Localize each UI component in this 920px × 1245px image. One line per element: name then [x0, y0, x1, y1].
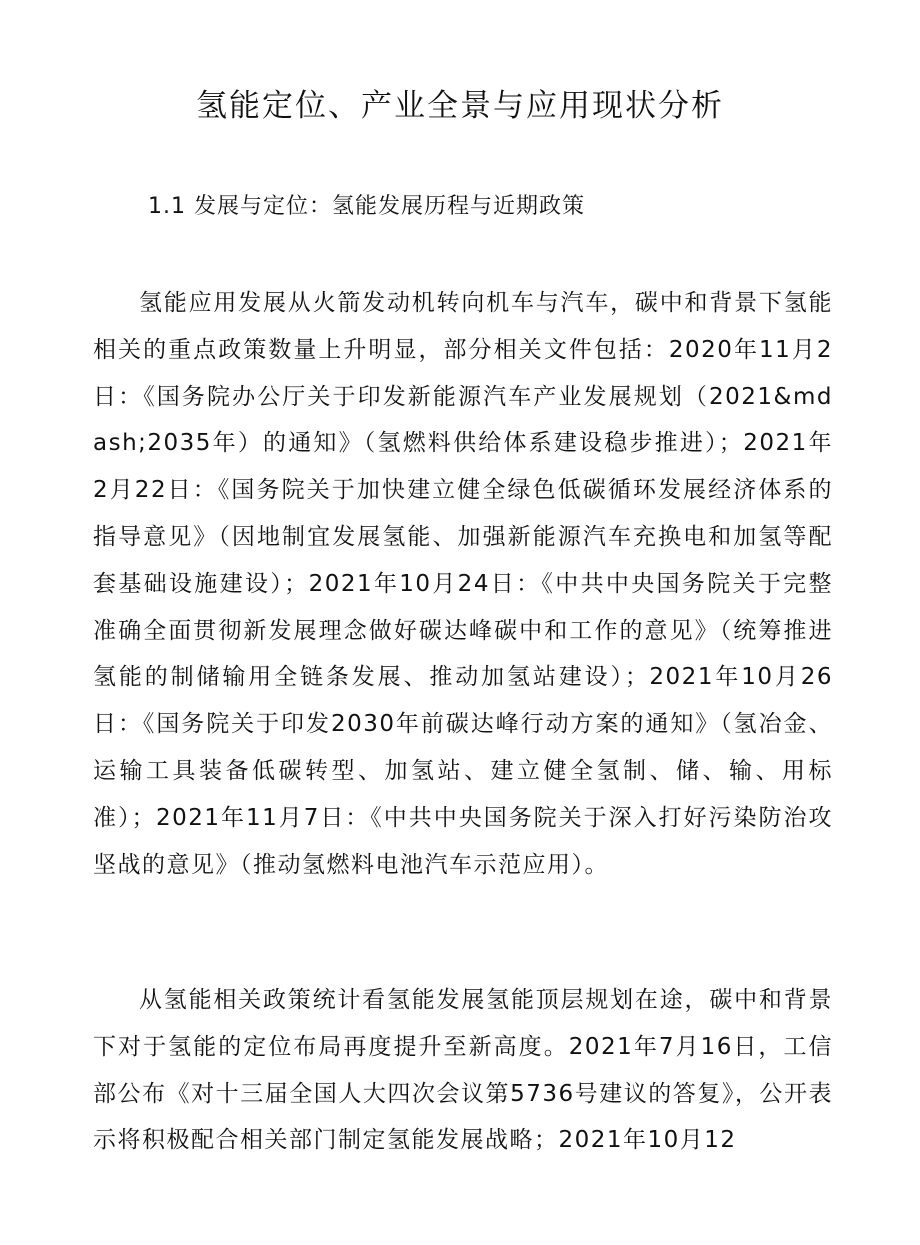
document-title: 氢能定位、产业全景与应用现状分析 — [196, 88, 724, 124]
body-paragraph-1: 氢能应用发展从火箭发动机转向机车与汽车，碳中和背景下氢能相关的重点政策数量上升明显，部分相关文件包括：2020年11月2日：《国务院办公厅关于印发新能源汽车产业发展规划（2021&mdash;2035年）的通知》（氢燃料供给体系建设稳步推进）；2021年2月22日：《国务院关于加快建立健全绿色低碳循环发展经济体系的指导意见》（因地制宜发展氢能、加强新能源汽车充换电和加氢等配套基础设施建设）；2021年10月24日：《中共中央国务院关于完整准确全面贯彻新发展理念做好碳达峰碳中和工作的意见》（统筹推进氢能的制储输用全链条发展、推动加氢站建设）；2021年10月26日：《国务院关于印发2030年前碳达峰行动方案的通知》（氢冶金、运输工具装备低碳转型、加氢站、建立健全氢制、储、输、用标准）；2021年11月7日：《中共中央国务院关于深入打好污染防治攻坚战的意见》（推动氢燃料电池汽车示范应用）。 — [93, 290, 833, 878]
section-heading: 1.1 发展与定位：氢能发展历程与近期政策 — [148, 194, 585, 219]
body-paragraph-2: 从氢能相关政策统计看氢能发展氢能顶层规划在途，碳中和背景下对于氢能的定位布局再度提升至新高度。2021年7月16日，工信部公布《对十三届全国人大四次会议第5736号建议的答复》，公开表示将积极配合相关部门制定氢能发展战略；2021年10月12 — [93, 987, 833, 1154]
